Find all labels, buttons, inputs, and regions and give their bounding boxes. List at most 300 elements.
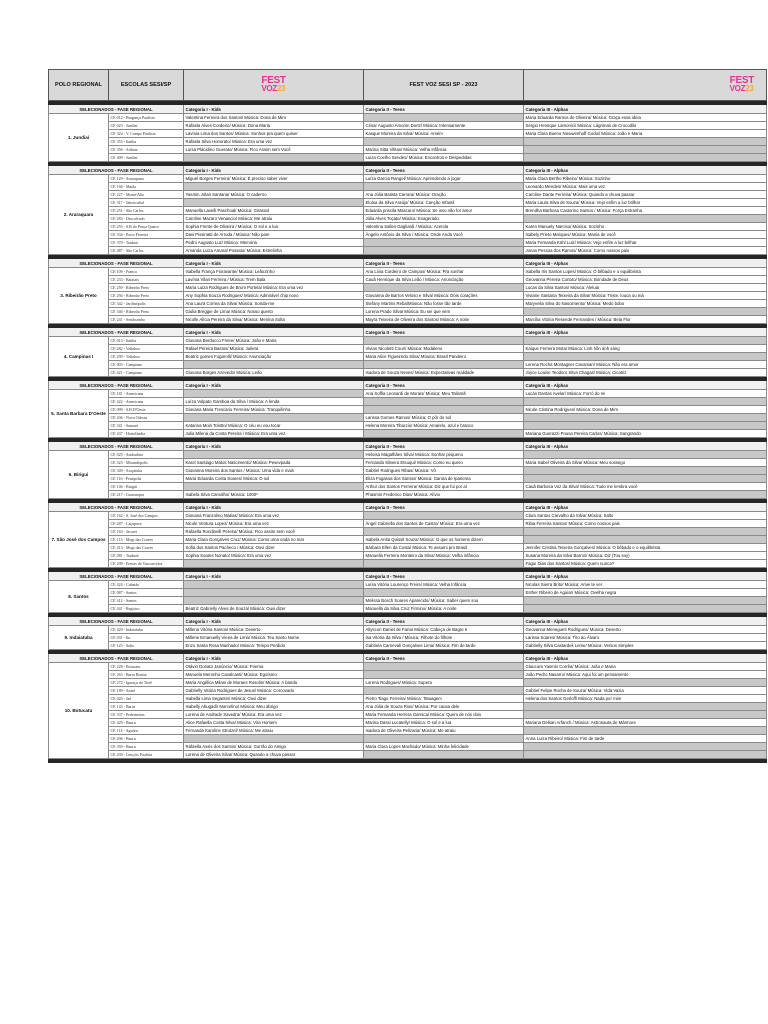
teens-entry: Ísa Vitória da Silva / Música: Filhote do filhote (364, 634, 524, 642)
table-row (49, 626, 767, 634)
kids-entry: Giovana Borges Azevedo/ Música: Leão (184, 369, 364, 377)
table-row (49, 663, 767, 671)
table-row (49, 430, 767, 438)
alphas-entry (524, 711, 767, 719)
kids-entry: Giovana Maria Trescario Ferreira/ Música: Tranquilinha (184, 406, 364, 414)
alphas-entry (524, 467, 767, 475)
teens-entry (364, 687, 524, 695)
polo-name: 4. Campinas I (49, 337, 109, 377)
teens-entry (364, 239, 524, 247)
alphas-entry: Gabriel Felipe Rocha de Souza/ Música: Vida Vazia (524, 687, 767, 695)
school-name: CE 422 - Americana (109, 398, 184, 406)
table-row (49, 175, 767, 183)
teens-entry: Vivian Nicoletti Couri/ Música: Modaleno (364, 345, 524, 353)
alphas-entry: Karen Manuely Narciso/ Música: Sozinho (524, 223, 767, 231)
alphas-entry: Jennifer Cristina Teixeira Gonçalves/ Música: O bêbado e o equilibrista (524, 544, 767, 552)
teens-entry: Arthur dos Santos Ferreira/ Música: Diz que fui por aí (364, 483, 524, 491)
table-row (49, 703, 767, 711)
teens-entry: Ana Lívia Cordeiro de Campos/ Música: Pra sonhar (364, 268, 524, 276)
school-name: CE 081 - Taubaté (109, 552, 184, 560)
kids-entry: Maria Angélica Milani de Moraes Rosolin/ Música: A banda (184, 679, 364, 687)
school-name: CE 317 - Jaboticabal (109, 199, 184, 207)
school-name: CE 341 - Sumaré (109, 422, 184, 430)
table-row (49, 247, 767, 255)
table-row (49, 520, 767, 528)
table-row (49, 711, 767, 719)
alphas-entry: João Pedro Navarro/ Música: Aqui foi um pensamento (524, 671, 767, 679)
table-row (49, 581, 767, 589)
alphas-entry (524, 215, 767, 223)
kids-entry (184, 361, 364, 369)
results-sheet (48, 69, 766, 763)
school-name: CE 113 - Mogi das Cruzes (109, 536, 184, 544)
teens-entry: Isadora de Souza Neves/ Música: Expectativas realidade (364, 369, 524, 377)
alphas-entry: Helena dos Santos Gerloff/ Música: Nada por mim (524, 695, 767, 703)
table-row (49, 491, 767, 499)
teens-entry (364, 114, 524, 122)
school-name: CE 013 - Itatiba (109, 337, 184, 345)
school-name: CE 334 - Porto Ferreira (109, 231, 184, 239)
table-row (49, 512, 767, 520)
kids-entry (184, 581, 364, 589)
section-header-row (49, 381, 767, 390)
teens-entry: Júlia Alves Toçato/ Música: Exagerado (364, 215, 524, 223)
school-name: CE 251 - São Carlos (109, 207, 184, 215)
table-row (49, 528, 767, 536)
kids-entry (184, 199, 364, 207)
table-row (49, 414, 767, 422)
kids-entry: Lorena de Oliveira Silva/ Música: Quando a chuva passar (184, 751, 364, 759)
kids-entry: Rafaela Silva Honorato/ Música: Era uma vez (184, 138, 364, 146)
fest-voz-logo-left: FEST VOZ23 (261, 74, 286, 93)
polo-name: 7. São José dos Campos (49, 512, 109, 568)
alphas-entry (524, 451, 767, 459)
category-alphas-header: Categoria III - Alphas (524, 654, 767, 663)
teens-entry (364, 671, 524, 679)
kids-entry: Maria Luiza Rodrigues de Brum Portela/ Música: Era uma vez (184, 284, 364, 292)
school-name: CE 421 - Campinas (109, 369, 184, 377)
alphas-entry: Lucas da Silva Santos/ Música: Aleluia (524, 284, 767, 292)
kids-entry: Gabrielly Vitória Rodrigues de Jesus/ Música: Corcovado (184, 687, 364, 695)
school-name: CE 003 - Campinas (109, 361, 184, 369)
table-row (49, 114, 767, 122)
teens-entry: Fernanda Silveira Etsuqui/ Música: Como eu quero (364, 459, 524, 467)
school-name: CE 166 - Matão (109, 183, 184, 191)
alphas-entry: Geovanna Pereira Cortoto/ Música: Bondade de Deus (524, 276, 767, 284)
alphas-entry (524, 528, 767, 536)
kids-entry: Davi Pissinatti de Arruda / Música: Não pare (184, 231, 364, 239)
teens-entry (364, 528, 524, 536)
table-row (49, 751, 767, 759)
section-header-row (49, 328, 767, 337)
teens-entry: César Augusto Amorim Dortz/ Música: Intensamente (364, 122, 524, 130)
kids-entry: Giovana Franzolino Matias/ Música: Era uma vez (184, 512, 364, 520)
kids-entry (184, 589, 364, 597)
category-alphas-header: Categoria III - Alphas (524, 617, 767, 626)
logo-right-cell (524, 70, 767, 101)
alphas-entry (524, 751, 767, 759)
category-teens-header: Categoria II - Teens (364, 442, 524, 451)
table-row (49, 268, 767, 276)
kids-entry (184, 560, 364, 568)
table-row (49, 369, 767, 377)
alphas-entry: Marcília Vitória Resende Fernandes / Música: Bela Flor (524, 316, 767, 324)
school-name: CE 143 - Bariri (109, 703, 184, 711)
teens-entry: Ana Júlia Batista Carrara/ Música: Oração (364, 191, 524, 199)
kids-entry: Pedro Augusto Luz/ Música: Memória (184, 239, 364, 247)
alphas-entry: Maria Fernanda Kühl Luiz/ Música: Vejo enfim a luz brilhar (524, 239, 767, 247)
teens-entry: Luíza Garcia Rangel/ Música: Aprendendo a jogar (364, 175, 524, 183)
teens-entry: Allyscon Daniel de Faria/ Música: Cabeça de Bagre II (364, 626, 524, 634)
category-alphas-header: Categoria III - Alphas (524, 105, 767, 114)
teens-entry: Ângelo Antônio da Silva / Música: Onde Anda Você (364, 231, 524, 239)
kids-entry: Manuella Lavelli Paschoal/ Música: Girassol (184, 207, 364, 215)
category-kids-header: Categoria I - Kids (184, 328, 364, 337)
section-title: SELECIONADOS - FASE REGIONAL (49, 617, 184, 626)
alphas-entry: Ribia Ferreira Santos/ Música: Como nossos pais (524, 520, 767, 528)
table-row (49, 337, 767, 345)
school-name: CE 420 - Indaiatuba (109, 626, 184, 634)
teens-entry: Maria Clara Lopes Machado/ Música: Minha felicidade (364, 743, 524, 751)
category-alphas-header: Categoria III - Alphas (524, 442, 767, 451)
teens-entry (364, 361, 524, 369)
table-row (49, 719, 767, 727)
category-alphas-header: Categoria III - Alphas (524, 166, 767, 175)
table-row (49, 687, 767, 695)
category-alphas-header: Categoria III - Alphas (524, 572, 767, 581)
alphas-entry: Fagui Dias dos Santos/ Música: Quem nunca? (524, 560, 767, 568)
alphas-entry: Susana Moreira da Silva Barros/ Música: Diz (Tou soy) (524, 552, 767, 560)
table-row (49, 544, 767, 552)
teens-entry: Phasmin Frederico Dias/ Música: Alívio (364, 491, 524, 499)
alphas-entry (524, 605, 767, 613)
alphas-entry: Geovanna Menegueti Rodrigues/ Música: Deserto (524, 626, 767, 634)
category-alphas-header: Categoria III - Alphas (524, 328, 767, 337)
table-row (49, 199, 767, 207)
alphas-entry: Kaique Ferreira Mota/ Música: Linh hồn ánh sáng (524, 345, 767, 353)
category-kids-header: Categoria I - Kids (184, 442, 364, 451)
category-alphas-header: Categoria III - Alphas (524, 259, 767, 268)
school-name: CE 439 - Lençóis Paulista (109, 751, 184, 759)
kids-entry: Luíza Volpato Gamboa da Silva / Música: A lenda (184, 398, 364, 406)
school-name: CE 087 - Santos (109, 589, 184, 597)
school-name: CE 146 - Birigüi (109, 483, 184, 491)
kids-entry: Lavínia Lima dos Santos/ Música: Sonhos pra quem quiser (184, 130, 364, 138)
school-name: CE 299 - Valinhos (109, 353, 184, 361)
table-row (49, 223, 767, 231)
table-row (49, 552, 767, 560)
alphas-entry (524, 536, 767, 544)
teens-entry: Marina Sitta Vilitas/ Música: Velha Infância (364, 146, 524, 154)
teens-entry: Ana Soffia Leonardi de Morais/ Música: Meu Talismã (364, 390, 524, 398)
category-kids-header: Categoria I - Kids (184, 259, 364, 268)
teens-entry (364, 337, 524, 345)
teens-entry: Manuella Ferreira Monteiro da Silva/ Música: Velha infância (364, 552, 524, 560)
kids-entry: Amanda Luiza Amaral Possato/ Música: Estrelinha (184, 247, 364, 255)
kids-entry: Luísa Plácidino Guerato/ Música: Fico Assim sem Você (184, 146, 364, 154)
alphas-entry: Nicole Cristina Rodrigues/ Música: Dona de Mim (524, 406, 767, 414)
category-alphas-header: Categoria III - Alphas (524, 503, 767, 512)
teens-entry: Maria Fernanda Herrera Garnica/ Música: Quem de nós dois (364, 711, 524, 719)
polo-name: 6. Birigui (49, 451, 109, 499)
kids-entry (184, 183, 364, 191)
alphas-entry (524, 703, 767, 711)
school-name: CE 355 - Itatiba (109, 138, 184, 146)
kids-entry: Rafaella Assis dos Santos/ Música: Gorrão do Amigo (184, 743, 364, 751)
kids-entry: Giulia Breggie de Lima/ Música: Nosso querto (184, 308, 364, 316)
kids-entry: Nicolle Alícia Pereira da Silva/ Música: Menina Solta (184, 316, 364, 324)
table-row (49, 671, 767, 679)
kids-entry: Isabelly Abugadir Marcelino/ Música: Meu abrigo (184, 703, 364, 711)
school-name: CE 129 - Araraquara (109, 175, 184, 183)
section-header-row (49, 442, 767, 451)
table-row (49, 316, 767, 324)
alphas-entry (524, 679, 767, 687)
teens-entry (364, 589, 524, 597)
alphas-entry: Sérgio Henrique Lamonici/ Música: Lágrimas de Crocodilo (524, 122, 767, 130)
alphas-entry: Isabely Prieto Marques/ Música: Mania de você (524, 231, 767, 239)
kids-entry (184, 735, 364, 743)
table-row (49, 353, 767, 361)
table-row (49, 207, 767, 215)
alphas-entry: Maryvelia Silva do Nascimento/ Música: Medo bobo (524, 300, 767, 308)
alphas-entry (524, 475, 767, 483)
alphas-entry: Viviane Santana Teixeira da Silva/ Música: Triste, louca ou má (524, 292, 767, 300)
table-row (49, 727, 767, 735)
category-kids-header: Categoria I - Kids (184, 105, 364, 114)
section-title: SELECIONADOS - FASE REGIONAL (49, 654, 184, 663)
polo-name: 10. Botucatu (49, 663, 109, 759)
alphas-entry: Caroline Dante Ferreira/ Música: Quando a chuva passar (524, 191, 767, 199)
category-teens-header: Categoria II - Teens (364, 328, 524, 337)
teens-entry: Gabriel Rodrigues Ribas/ Música: Vô (364, 467, 524, 475)
table-row (49, 536, 767, 544)
teens-entry (364, 560, 524, 568)
polo-name: 8. Santos (49, 581, 109, 613)
table-row (49, 390, 767, 398)
table-row (49, 345, 767, 353)
alphas-entry (524, 146, 767, 154)
polo-header: POLO REGIONAL (49, 70, 109, 101)
section-title: SELECIONADOS - FASE REGIONAL (49, 442, 184, 451)
table-row (49, 398, 767, 406)
category-teens-header: Categoria II - Teens (364, 572, 524, 581)
teens-entry (364, 183, 524, 191)
fest-voz-logo-right: FEST VOZ23 (729, 74, 754, 93)
teens-entry (364, 663, 524, 671)
teens-entry (364, 751, 524, 759)
kids-entry (184, 597, 364, 605)
teens-entry: Lorena Prado Silva/ Música: Eu sei que vem (364, 308, 524, 316)
table-row (49, 597, 767, 605)
alphas-entry (524, 353, 767, 361)
alphas-entry: Joyce Louise Teodoro Silva Chagas/ Música: Cicatriz (524, 369, 767, 377)
category-kids-header: Categoria I - Kids (184, 572, 364, 581)
kids-entry (184, 451, 364, 459)
table-row (49, 361, 767, 369)
school-name: CE 227 - Monte Alto (109, 191, 184, 199)
teens-entry: Helena Moreira Tiburcio/ Música: Amarelo, azul e branco (364, 422, 524, 430)
category-kids-header: Categoria I - Kids (184, 381, 364, 390)
table-row (49, 284, 767, 292)
section-header-row (49, 572, 767, 581)
table-row (49, 451, 767, 459)
table-row (49, 475, 767, 483)
polo-name: 9. Indaiatuba (49, 626, 109, 650)
school-name: CE 409 - Jundiaí (109, 154, 184, 162)
kids-entry: Manoela Meronho Cavalcanti/ Música: Egoísmo (184, 671, 364, 679)
table-row (49, 138, 767, 146)
section-title: SELECIONADOS - FASE REGIONAL (49, 166, 184, 175)
school-name: CE 181 - Americana (109, 390, 184, 398)
category-kids-header: Categoria I - Kids (184, 503, 364, 512)
teens-entry: Ângel Gabriella dos Santos de Castro/ Música: Era uma vez (364, 520, 524, 528)
teens-entry (364, 430, 524, 438)
teens-entry: Stefany Martins Reba/Música: Não fosse tão tarde (364, 300, 524, 308)
kids-entry: Millene Emanuelly Vieira de Lima/ Música: Teu Santo Nome (184, 634, 364, 642)
school-name: CE 436 - Nova Odessa (109, 414, 184, 422)
event-title: FEST VOZ SESI SP - 2023 (364, 70, 524, 101)
school-name: CE 099 - S.B.D'Oeste (109, 406, 184, 414)
kids-entry: Katarina Moiri Tolotto/ Música: O céu eu vou tocar (184, 422, 364, 430)
category-teens-header: Categoria II - Teens (364, 381, 524, 390)
table-row (49, 231, 767, 239)
kids-entry: Beatriz gomes Fogarolli/ Música: Anunciação (184, 353, 364, 361)
school-name: CE 163 - Jacareí (109, 528, 184, 536)
school-name: CE 282 - Valinhos (109, 345, 184, 353)
teens-entry: Mayra Teixeira de Oliveira dos Santos/ Música: A noite (364, 316, 524, 324)
section-title: SELECIONADOS - FASE REGIONAL (49, 572, 184, 581)
table-row (49, 300, 767, 308)
alphas-entry: Nicolas Sierra Brito/ Música: Amei te ver (524, 581, 767, 589)
school-name: CE 209 - Freitas de Vasconcelos (109, 560, 184, 568)
table-row (49, 130, 767, 138)
school-name: CE 441 - Registro (109, 605, 184, 613)
alphas-entry: Mariana Delsan Arfanch / Música: Astronauta de Mármore (524, 719, 767, 727)
table-row (49, 560, 767, 568)
category-teens-header: Categoria II - Teens (364, 617, 524, 626)
school-name: CE 217 - Guararapes (109, 491, 184, 499)
alphas-entry: Clara Santos Carvalho da Silva/ Música: Salto (524, 512, 767, 520)
alphas-entry (524, 138, 767, 146)
alphas-entry (524, 414, 767, 422)
school-name: CE 296 - Bauru (109, 735, 184, 743)
school-name: CE 272 - Igaraçu do Tietê (109, 679, 184, 687)
kids-entry: Alice Rafaella Costa Silva/ Música: Vira Homem (184, 719, 364, 727)
kids-entry: Rafaela Alves Cordeiro/ Música: Dona Maria (184, 122, 364, 130)
kids-entry: Fernanda Karoline Strutzel/ Música: Me atraiu (184, 727, 364, 735)
school-name: CE 346 - Ribeirão Preto (109, 308, 184, 316)
kids-entry: Beatriz Gabrielly Alves de Souza/ Música: Ouvi dizer (184, 605, 364, 613)
kids-entry: Isabela Silva Carvalho/ Música: 1000º (184, 491, 364, 499)
kids-entry: Rafael Pereira Bastos/ Música: Julieta (184, 345, 364, 353)
category-kids-header: Categoria I - Kids (184, 654, 364, 663)
section-header-row (49, 503, 767, 512)
teens-entry: Pietro Tiago Ferreira/ Música: Tatuagem (364, 695, 524, 703)
school-name: CE 349 - Araçatuba (109, 467, 184, 475)
table-row (49, 154, 767, 162)
school-name: CE 263 - Barra Bonita (109, 671, 184, 679)
alphas-entry (524, 743, 767, 751)
school-name: CE 125 - Salto (109, 642, 184, 650)
section-title: SELECIONADOS - FASE REGIONAL (49, 381, 184, 390)
section-header-row (49, 259, 767, 268)
kids-entry (184, 390, 364, 398)
teens-entry: Cauã Henrique da Silva Leão / Música: Anunciação (364, 276, 524, 284)
school-name: CE 370 - Taubaú (109, 239, 184, 247)
teens-entry: Maria Alice Figueiredo Silva/ Música: Brasil Pandeiro (364, 353, 524, 361)
alphas-entry (524, 154, 767, 162)
school-name: CE 359 - Bauru (109, 743, 184, 751)
kids-entry: Nicole Ventura Lopes/ Música: Era uma vez (184, 520, 364, 528)
school-name: CE 487 - São Carlos (109, 247, 184, 255)
alphas-entry: Maria Isabel Oliveira da Silva/ Música: Meu sossego (524, 459, 767, 467)
teens-entry: Bárbara Ellen da Costa/ Música: Te assumi pro Brasil (364, 544, 524, 552)
alphas-entry: Esther Ribeiro de Aguiar/ Música: Ovelha negra (524, 589, 767, 597)
alphas-entry: Maria Laura Silva de Souza/ Música: Vejo enfim a luz brilhar (524, 199, 767, 207)
school-name: CE 437 - Hortolândia (109, 430, 184, 438)
teens-entry: Valentina Salles Gagliardi / Música: Acerola (364, 223, 524, 231)
category-teens-header: Categoria II - Teens (364, 503, 524, 512)
school-name: CE 012 - Bragança Paulista (109, 114, 184, 122)
school-name: CE 025 - Andradina (109, 451, 184, 459)
teens-entry: Eliza Fogassa dos Santos/ Música: Garota de Ipanema (364, 475, 524, 483)
table-row (49, 146, 767, 154)
teens-entry: Marina Dassi Lucatelly/ Música: O sol e a lua (364, 719, 524, 727)
school-name: CE 114 - Agudos (109, 727, 184, 735)
table-row (49, 239, 767, 247)
table-row (49, 459, 767, 467)
polo-name: 3. Ribeirão Preto (49, 268, 109, 324)
kids-entry: Rafaella Rondinelli Pereira/ Música: Fico assim sem você (184, 528, 364, 536)
school-name: CE 287 - Caçapava (109, 520, 184, 528)
section-header-row (49, 654, 767, 663)
alphas-entry (524, 422, 767, 430)
section-title: SELECIONADOS - FASE REGIONAL (49, 503, 184, 512)
teens-entry: Kasque Moreira da Silva/ Música: Amém (364, 130, 524, 138)
category-kids-header: Categoria I - Kids (184, 166, 364, 175)
alphas-entry: Isabella Iris Santos Lopes/ Música: O bêbado e o equilibrista (524, 268, 767, 276)
table-row (49, 743, 767, 751)
alphas-entry: Maria Eduarda Ramos de Oliveira/ Música: Graça essa ideia (524, 114, 767, 122)
teens-entry: Isadora de Oliveira Pelizaria/ Música: Me atraiu (364, 727, 524, 735)
school-name: CE 342 - Jardinópolis (109, 300, 184, 308)
school-name: CE 026 - Jaú (109, 695, 184, 703)
school-name: CE 241 - Sertãozinho (109, 316, 184, 324)
escolas-header: ESCOLAS SESI/SP (109, 70, 184, 101)
section-header-row (49, 617, 767, 626)
kids-entry: Lorena de Andrade Savedra/ Música: Era uma vez (184, 711, 364, 719)
section-title: SELECIONADOS - FASE REGIONAL (49, 259, 184, 268)
table-row (49, 589, 767, 597)
school-name: CE 356 - Atibaia (109, 146, 184, 154)
alphas-entry: Maria Clara Bertho Ribeiro/ Música: Sozinho (524, 175, 767, 183)
kids-entry: Sophia Soares Nonato/ Música: Era uma vez (184, 552, 364, 560)
teens-entry: Heloísa Magalhães Silva/ Música: Sonhar pequeno (364, 451, 524, 459)
teens-entry (364, 247, 524, 255)
alphas-entry (524, 398, 767, 406)
school-name: CE 162 - S. José dos Campos (109, 512, 184, 520)
kids-entry: Yasmin Jolan Santana/ Música: O caderno (184, 191, 364, 199)
alphas-entry (524, 337, 767, 345)
alphas-entry: Maria Clara Bueno Nieuwenhoff Godoi/ Música: João e Maria (524, 130, 767, 138)
category-teens-header: Categoria II - Teens (364, 654, 524, 663)
kids-entry: Maria Clara Gonçalves Cruz/ Música: Como uma onda no mar (184, 536, 364, 544)
alphas-entry: Mariana Guerazzi Pousa Pereira Carlos/ Música: Sangrando (524, 430, 767, 438)
teens-entry: Giovanna de Barros Veloso e Silva/ Música: Dois corações (364, 292, 524, 300)
kids-entry: Millena Vitória Santos/ Música: Deserto (184, 626, 364, 634)
teens-entry (364, 138, 524, 146)
